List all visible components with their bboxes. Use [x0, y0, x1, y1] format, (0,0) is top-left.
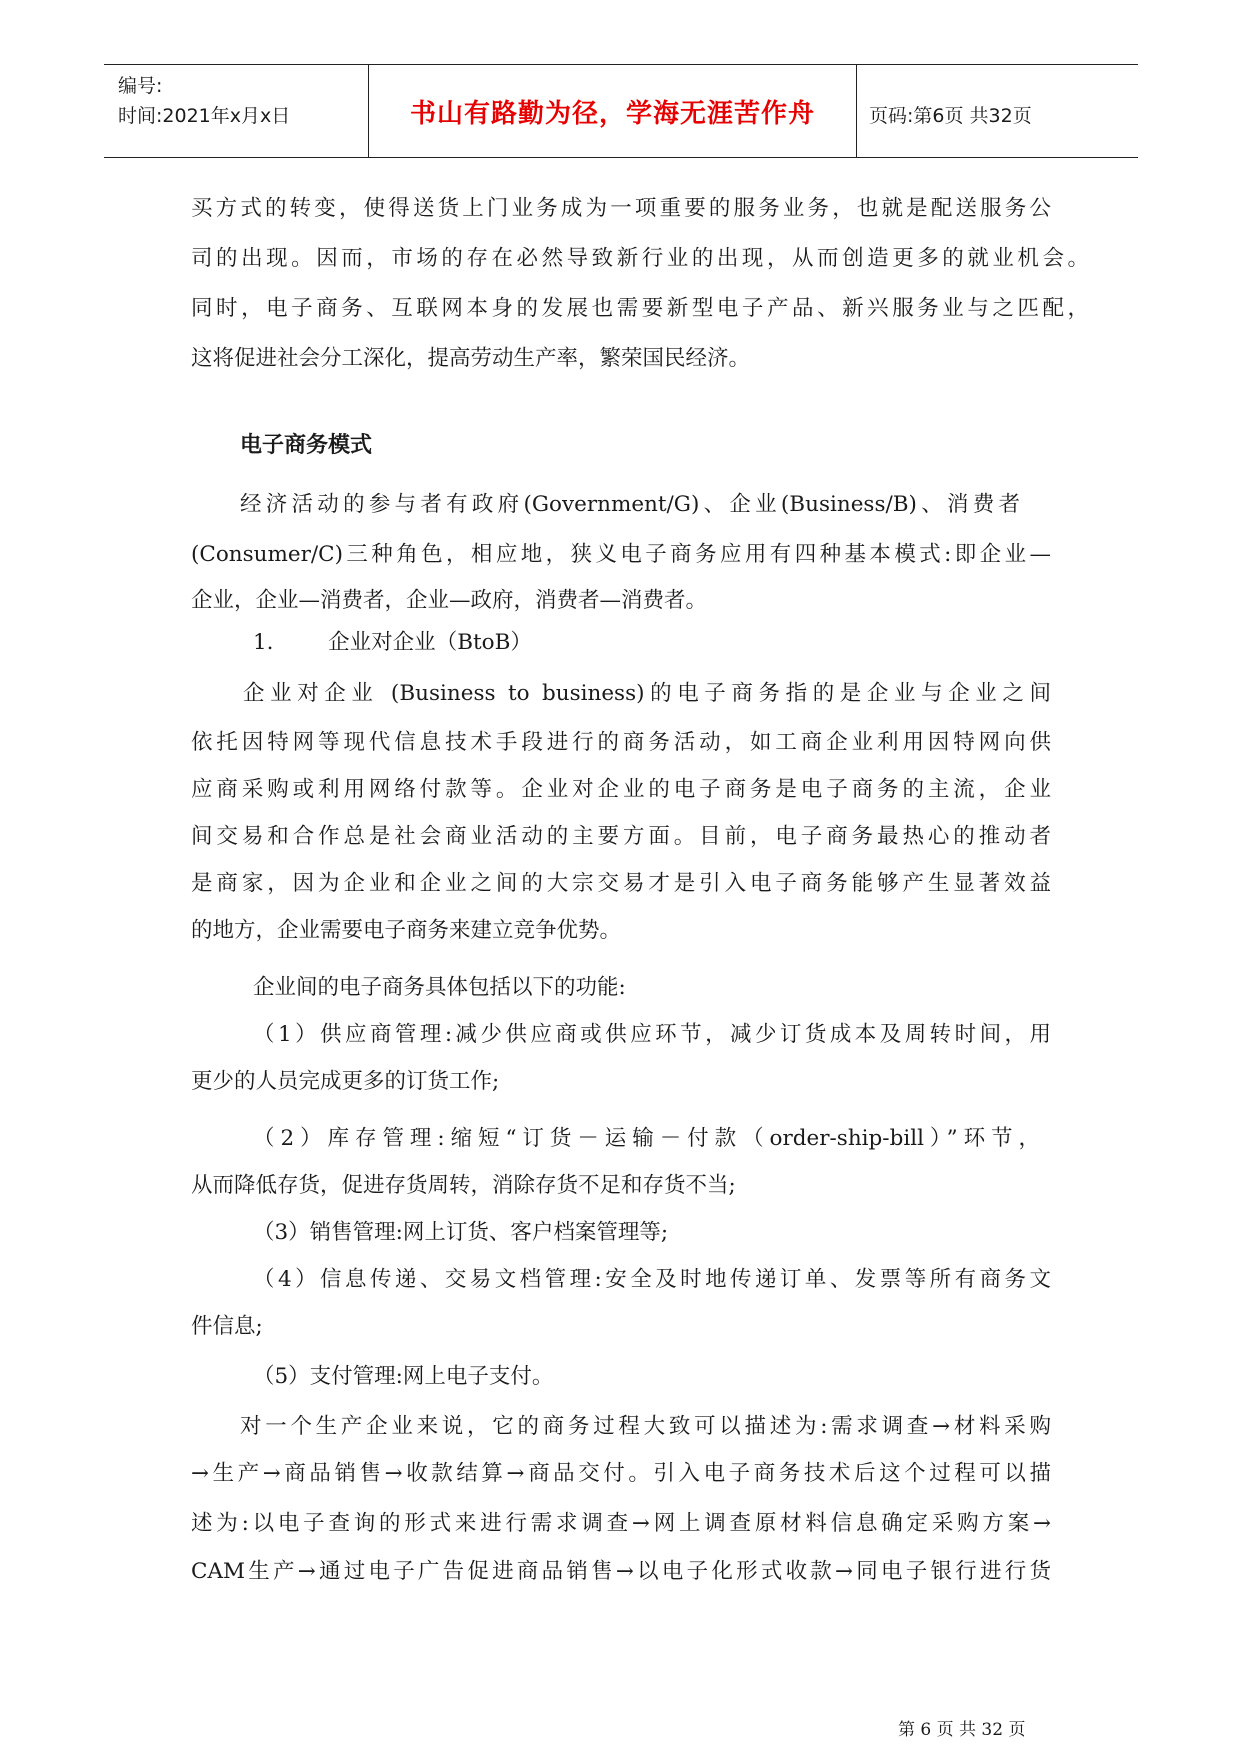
list-item: （4）信息传递、交易文档管理:安全及时地传递订单、发票等所有商务文: [253, 1267, 1051, 1292]
paragraph-line: 经济活动的参与者有政府(Government/G)、企业(Business/B)、消费者: [240, 492, 1020, 517]
motto: 书山有路勤为径，学海无涯苦作舟: [409, 99, 815, 129]
time-label: 时间:2021年x月x日: [118, 105, 291, 127]
paragraph-line: (Consumer/C)三种角色，相应地，狭义电子商务应用有四种基本模式:即企业—: [191, 542, 1051, 567]
paragraph-line: →生产→商品销售→收款结算→商品交付。引入电子商务技术后这个过程可以描: [191, 1461, 1051, 1486]
paragraph-line: 司的出现。因而，市场的存在必然导致新行业的出现，从而创造更多的就业机会。: [191, 246, 1089, 271]
paragraph-line: 企业，企业—消费者，企业—政府，消费者—消费者。: [191, 588, 708, 613]
list-item: （1）供应商管理:减少供应商或供应环节，减少订货成本及周转时间，用: [253, 1022, 1051, 1047]
paragraph-line: 述为:以电子查询的形式来进行需求调查→网上调查原材料信息确定采购方案→: [191, 1511, 1051, 1536]
list-item-continuation: 件信息;: [191, 1314, 263, 1339]
list-item: （5）支付管理:网上电子支付。: [253, 1364, 554, 1389]
page-info: 页码:第6页 共32页: [869, 105, 1032, 127]
header-meta: [104, 65, 368, 157]
paragraph-line: 企业对企业 (Business to business)的电子商务指的是企业与企业之间: [243, 681, 1051, 706]
paragraph-line: 应商采购或利用网络付款等。企业对企业的电子商务是电子商务的主流，企业: [191, 777, 1051, 802]
page-footer: 第 6 页 共 32 页: [898, 1720, 1026, 1740]
list-item: （3）销售管理:网上订货、客户档案管理等;: [253, 1220, 669, 1245]
paragraph-line: CAM生产→通过电子广告促进商品销售→以电子化形式收款→同电子银行进行货: [191, 1559, 1051, 1584]
serial-label: 编号:: [118, 75, 163, 97]
paragraph-line: 依托因特网等现代信息技术手段进行的商务活动，如工商企业利用因特网向供: [191, 730, 1051, 755]
paragraph-line: 买方式的转变，使得送货上门业务成为一项重要的服务业务，也就是配送服务公: [191, 196, 1051, 221]
header-motto-cell: [368, 65, 857, 157]
paragraph-line: 企业间的电子商务具体包括以下的功能:: [253, 975, 626, 1000]
paragraph-line: 对一个生产企业来说，它的商务过程大致可以描述为:需求调查→材料采购: [240, 1414, 1051, 1439]
paragraph-line: 间交易和合作总是社会商业活动的主要方面。目前，电子商务最热心的推动者: [191, 824, 1051, 849]
paragraph-line: 的地方，企业需要电子商务来建立竞争优势。: [191, 918, 622, 943]
subsection-heading: 1. 企业对企业（BtoB）: [253, 630, 532, 655]
paragraph-line: 是商家，因为企业和企业之间的大宗交易才是引入电子商务能够产生显著效益: [191, 871, 1051, 896]
page-header: [104, 64, 1138, 158]
list-item-continuation: 从而降低存货，促进存货周转，消除存货不足和存货不当;: [191, 1173, 736, 1198]
header-page-cell: [857, 65, 1138, 157]
paragraph-line: 同时，电子商务、互联网本身的发展也需要新型电子产品、新兴服务业与之匹配，: [191, 296, 1089, 321]
list-item-continuation: 更少的人员完成更多的订货工作;: [191, 1069, 500, 1094]
section-heading: 电子商务模式: [240, 433, 373, 458]
list-item: （2）库存管理:缩短“订货－运输－付款（order-ship-bill）”环节，: [253, 1126, 1040, 1151]
paragraph-line: 这将促进社会分工深化，提高劳动生产率，繁荣国民经济。: [191, 346, 751, 371]
